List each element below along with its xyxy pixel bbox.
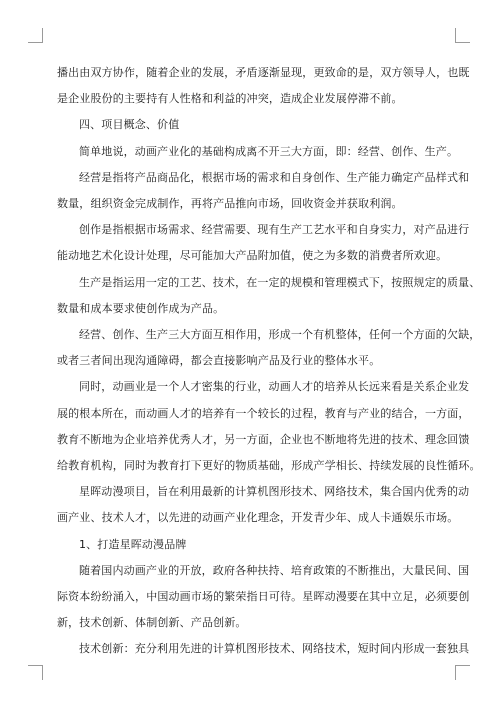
crop-mark-bottom-left: [28, 665, 43, 680]
text-line: 四、项目概念、价值: [79, 118, 180, 132]
text-line: 教育不断地为企业培养优秀人才，另一方面，企业也不断地将先进的技术、理念回馈: [57, 432, 470, 446]
crop-mark-top-left: [28, 28, 43, 43]
text-line: 星晖动漫项目，旨在利用最新的计算机图形技术、网络技术，集合国内优秀的动: [79, 485, 470, 499]
text-line: 生产是指运用一定的工艺、技术，在一定的规模和管理模式下，按照规定的质量、: [79, 275, 481, 289]
text-line: 简单地说，动画产业化的基础构成离不开三大方面，即：经营、创作、生产。: [79, 144, 459, 158]
text-line: 经营、创作、生产三大方面互相作用，形成一个有机整体，任何一个方面的欠缺，: [79, 328, 481, 341]
text-line: 给教育机构，同时为教育打下更好的物质基础，形成产学相长、持续发展的良性循环。: [57, 459, 481, 472]
text-line: 展的根本所在，而动画人才的培养有一个较长的过程，教育与产业的结合，一方面，: [57, 406, 470, 420]
text-line: 新，技术创新、体制创新、产品创新。: [57, 616, 247, 630]
text-line: 画产业、技术人才，以先进的动画产业化理念，开发青少年、成人卡通娱乐市场。: [57, 511, 459, 525]
text-line: 技术创新：充分利用先进的计算机图形技术、网络技术，短时间内形成一套独具: [79, 642, 470, 656]
text-line: 经营是指将产品商品化，根据市场的需求和自身创作、生产能力确定产品样式和: [79, 170, 470, 184]
text-line: 同时，动画业是一个人才密集的行业，动画人才的培养从长远来看是关系企业发: [79, 380, 470, 394]
text-line: 或者三者间出现沟通障碍，都会直接影响产品及行业的整体水平。: [57, 354, 381, 368]
text-line: 创作是指根据市场需求、经营需要、现有生产工艺水平和自身实力，对产品进行: [79, 223, 470, 237]
text-line: 播出由双方协作，随着企业的发展，矛盾逐渐显现，更致命的是，双方领导人，也既: [57, 66, 470, 79]
text-line: 1、打造星晖动漫品牌: [79, 537, 187, 551]
text-line: 际资本纷纷涌入，中国动画市场的繁荣指日可待。星晖动漫要在其中立足，必须要创: [57, 590, 470, 603]
text-line: 数量和成本要求使创作成为产品。: [57, 301, 225, 315]
text-line: 随着国内动画产业的开放，政府各种扶持、培育政策的不断推出，大量民间、国: [79, 563, 470, 577]
text-line: 是企业股份的主要持有人性格和利益的冲突，造成企业发展停滞不前。: [57, 92, 403, 106]
crop-mark-bottom-right: [455, 665, 470, 680]
text-line: 数量，组织资金完成制作，再将产品推向市场，回收资金并获取利润。: [57, 197, 403, 210]
text-line: 能动地艺术化设计处理，尽可能加大产品附加值，使之为多数的消费者所欢迎。: [57, 249, 448, 263]
crop-mark-top-right: [455, 28, 470, 43]
